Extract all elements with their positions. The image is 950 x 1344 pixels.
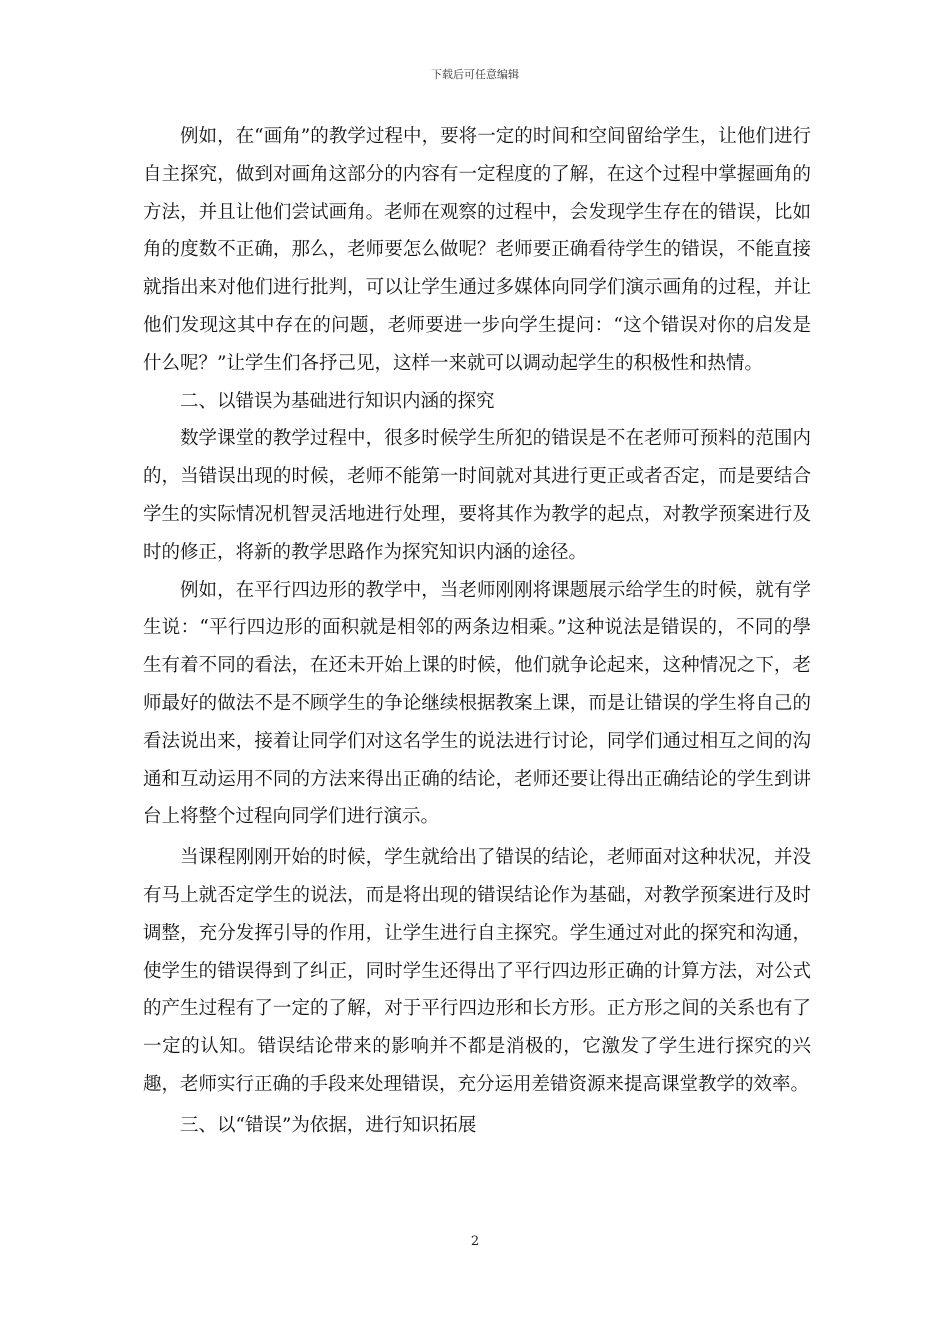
section-heading-2: 二、以错误为基础进行知识内涵的探究	[180, 390, 495, 412]
paragraph-course-start: 当课程刚刚开始的时候，学生就给出了错误的结论，老师面对这种状况，并没有马上就否定学生的说法，而是将出现的错误结论作为基础，对教学预案进行及时调整，充分发挥引导的作用，让学生进行自主探究。学生通过对此的探究和沟通，使学生的错误得到了纠正，同时学生还得出了平行四边形正确的计算方法，对公式的产生过程有了一定的了解，对于平行四边形和长方形。正方形之间的关系也有了一定的认知。错误结论带来的影响并不都是消极的，它激发了学生进行探究的兴趣，老师实行正确的手段来处理错误，充分运用差错资源来提高课堂教学的效率。	[143, 847, 811, 1095]
page-header: 下载后可任意编辑	[431, 68, 519, 81]
paragraph-drawing-angles-example: 例如，在“画角”的教学过程中，要将一定的时间和空间留给学生，让他们进行自主探究，做到对画角这部分的内容有一定程度的了解，在这个过程中掌握画角的方法，并且让他们尝试画角。老师在观察的过程中，会发现学生存在的错误，比如角的度数不正确，那么，老师要怎么做呢？老师要正确看待学生的错误，不能直接就指出来对他们进行批判，可以让学生通过多媒体向同学们演示画角的过程，并让他们发现这其中存在的问题，老师要进一步向学生提问：“这个错误对你的启发是什么呢？”让学生们各抒己见，这样一来就可以调动起学生的积极性和热情。	[143, 126, 811, 374]
paragraph-parallelogram-example: 例如，在平行四边形的教学中，当老师刚刚将课题展示给学生的时候，就有学生说：“平行四边形的面积就是相邻的两条边相乘。”这种说法是错误的，不同的學生有着不同的看法，在还未开始上课的时候，他们就争论起来，这种情况之下，老师最好的做法不是不顾学生的争论继续根据教案上课，而是让错误的学生将自己的看法说出来，接着让同学们对这名学生的说法进行讨论，同学们通过相互之间的沟通和互动运用不同的方法来得出正确的结论，老师还要让得出正确结论的学生到讲台上将整个过程向同学们进行演示。	[143, 579, 811, 828]
paragraph-error-exploration: 数学课堂的教学过程中，很多时候学生所犯的错误是不在老师可预料的范围内的，当错误出现的时候，老师不能第一时间就对其进行更正或者否定，而是要结合学生的实际情况机智灵活地进行处理，要将其作为教学的起点，对教学预案进行及时的修正，将新的教学思路作为探究知识内涵的途径。	[143, 428, 811, 563]
page-number: 2	[470, 1234, 480, 1249]
document-body	[143, 118, 811, 1145]
section-heading-3: 三、以“错误”为依据，进行知识拓展	[180, 1114, 477, 1136]
